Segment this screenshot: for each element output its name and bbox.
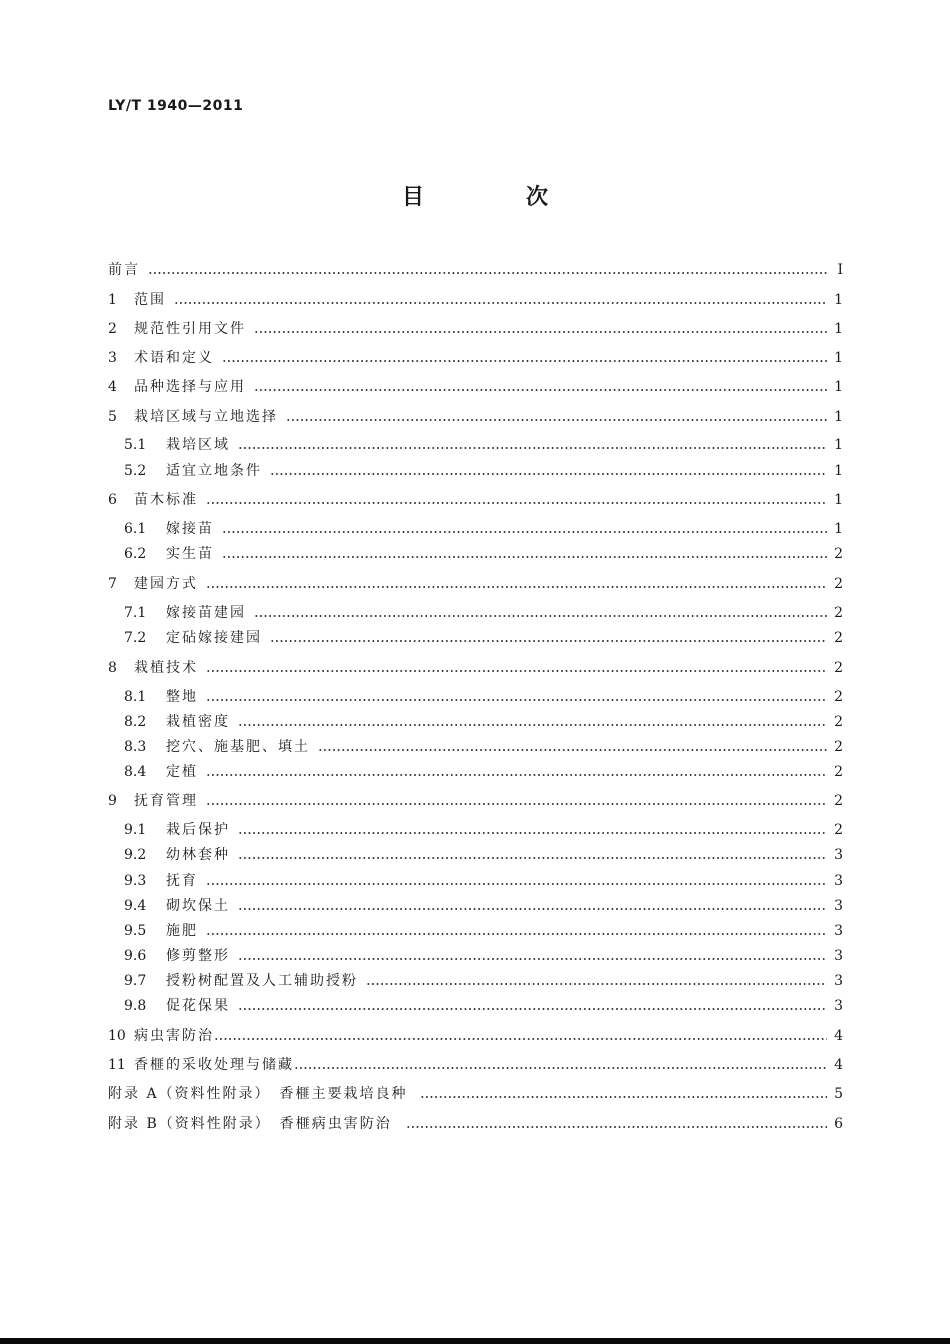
toc-entry-9-3[interactable] [124, 871, 843, 891]
toc-label: 定砧嫁接建园 [166, 630, 262, 646]
toc-number: 9.1 [124, 822, 147, 838]
toc-label: 附录 B（资料性附录） 香榧病虫害防治 [108, 1116, 392, 1132]
bottom-rule [0, 1338, 950, 1344]
toc-entry-appendix-a[interactable] [108, 1084, 843, 1104]
toc-number: 6.2 [124, 546, 147, 562]
dot-leader [238, 435, 827, 455]
toc-page: 1 [834, 409, 843, 425]
toc-page: 1 [834, 521, 843, 537]
toc-entry-8-4[interactable] [124, 762, 843, 782]
toc-page: 1 [834, 437, 843, 453]
toc-entry-9-6[interactable] [124, 946, 843, 966]
toc-page: 6 [834, 1116, 843, 1132]
dot-leader [254, 603, 827, 623]
toc-label: 抚育 [166, 873, 198, 889]
dot-leader [214, 1026, 827, 1046]
toc-number: 3 [108, 350, 117, 366]
toc-number: 9.3 [124, 873, 147, 889]
toc-page: Ⅰ [837, 262, 843, 278]
toc-label: 定植 [166, 764, 198, 780]
toc-label: 授粉树配置及人工辅助授粉 [166, 973, 358, 989]
toc-label: 苗木标准 [134, 492, 198, 508]
toc-number: 5 [108, 409, 117, 425]
toc-label: 规范性引用文件 [134, 321, 246, 337]
toc-number: 7.2 [124, 630, 147, 646]
dot-leader [222, 519, 827, 539]
toc-entry-5-1[interactable] [124, 435, 843, 455]
toc-page: 1 [834, 350, 843, 366]
dot-leader [318, 737, 827, 757]
toc-number: 8.3 [124, 739, 147, 755]
dot-leader [206, 658, 827, 678]
dot-leader [206, 871, 827, 891]
dot-leader [254, 319, 827, 339]
dot-leader [206, 791, 827, 811]
toc-page: 4 [834, 1057, 843, 1073]
toc-number: 7.1 [124, 605, 147, 621]
toc-entry-9-4[interactable] [124, 896, 843, 916]
toc-label: 范围 [134, 292, 166, 308]
dot-leader [206, 921, 827, 941]
dot-leader [148, 260, 827, 280]
toc-page: 2 [834, 576, 843, 592]
toc-page: 3 [834, 923, 843, 939]
toc-page: 3 [834, 873, 843, 889]
toc-entry-preface[interactable] [108, 260, 843, 280]
toc-number: 9.4 [124, 898, 147, 914]
toc-number: 9.6 [124, 948, 147, 964]
toc-entry-6-1[interactable] [124, 519, 843, 539]
toc-page: 3 [834, 948, 843, 964]
toc-label: 香榧的采收处理与储藏 [134, 1057, 294, 1073]
toc-number: 9.5 [124, 923, 147, 939]
toc-label: 修剪整形 [166, 948, 230, 964]
toc-page: 1 [834, 292, 843, 308]
toc-number: 8 [108, 660, 117, 676]
toc-entry-9-5[interactable] [124, 921, 843, 941]
dot-leader [294, 1055, 827, 1075]
toc-page: 1 [834, 492, 843, 508]
toc-label: 幼林套种 [166, 847, 230, 863]
toc-number: 8.1 [124, 689, 147, 705]
dot-leader [206, 574, 827, 594]
dot-leader [206, 687, 827, 707]
toc-label: 抚育管理 [134, 793, 198, 809]
toc-number: 8.2 [124, 714, 147, 730]
toc-entry-8[interactable] [108, 658, 843, 678]
toc-entry-7[interactable] [108, 574, 843, 594]
toc-entry-7-1[interactable] [124, 603, 843, 623]
toc-page: 4 [834, 1028, 843, 1044]
toc-page: 1 [834, 463, 843, 479]
toc-label: 栽培区域与立地选择 [134, 409, 278, 425]
dot-leader [406, 1114, 827, 1134]
toc-page: 3 [834, 973, 843, 989]
toc-label: 前言 [108, 262, 140, 278]
toc-page: 2 [834, 793, 843, 809]
toc-label: 栽后保护 [166, 822, 230, 838]
toc-label: 嫁接苗 [166, 521, 214, 537]
toc-entry-9[interactable] [108, 791, 843, 811]
toc-number: 6.1 [124, 521, 147, 537]
toc-number: 9.7 [124, 973, 147, 989]
toc-page: 3 [834, 847, 843, 863]
toc-entry-9-1[interactable] [124, 820, 843, 840]
standard-code: LY/T 1940—2011 [108, 98, 244, 114]
toc-number: 7 [108, 576, 117, 592]
toc-entry-8-3[interactable] [124, 737, 843, 757]
toc-label: 整地 [166, 689, 198, 705]
toc-page: 2 [834, 605, 843, 621]
toc-number: 11 [108, 1057, 126, 1073]
page-title: 目 次 [401, 185, 588, 210]
toc-label: 实生苗 [166, 546, 214, 562]
toc-entry-6-2[interactable] [124, 544, 843, 564]
toc-number: 1 [108, 292, 117, 308]
toc-page: 1 [834, 379, 843, 395]
toc-entry-8-2[interactable] [124, 712, 843, 732]
toc-number: 5.1 [124, 437, 147, 453]
toc-label: 建园方式 [134, 576, 198, 592]
toc-number: 9.8 [124, 998, 147, 1014]
toc-page: 2 [834, 630, 843, 646]
toc-entry-5[interactable] [108, 407, 843, 427]
toc-number: 2 [108, 321, 117, 337]
toc-entry-2[interactable] [108, 319, 843, 339]
dot-leader [238, 996, 827, 1016]
toc-label: 砌坎保土 [166, 898, 230, 914]
toc-label: 术语和定义 [134, 350, 214, 366]
toc-page: 2 [834, 689, 843, 705]
toc-page: 2 [834, 660, 843, 676]
toc-label: 施肥 [166, 923, 198, 939]
toc-entry-9-2[interactable] [124, 845, 843, 865]
dot-leader [174, 290, 827, 310]
toc-entry-11[interactable] [108, 1055, 843, 1075]
toc-entry-appendix-b[interactable] [108, 1114, 843, 1134]
toc-number: 8.4 [124, 764, 147, 780]
toc-entry-5-2[interactable] [124, 461, 843, 481]
toc-label: 栽植技术 [134, 660, 198, 676]
toc-page: 2 [834, 546, 843, 562]
toc-entry-10[interactable] [108, 1026, 843, 1046]
toc-page: 5 [834, 1086, 843, 1102]
toc-number: 4 [108, 379, 117, 395]
toc-entry-7-2[interactable] [124, 628, 843, 648]
dot-leader [238, 845, 827, 865]
dot-leader [420, 1084, 827, 1104]
dot-leader [222, 348, 827, 368]
dot-leader [366, 971, 827, 991]
toc-number: 5.2 [124, 463, 147, 479]
dot-leader [238, 946, 827, 966]
toc-page: 3 [834, 998, 843, 1014]
dot-leader [222, 544, 827, 564]
toc-page: 2 [834, 764, 843, 780]
dot-leader [206, 490, 827, 510]
dot-leader [254, 377, 827, 397]
dot-leader [270, 461, 827, 481]
toc-label: 附录 A（资料性附录） 香榧主要栽培良种 [108, 1086, 408, 1102]
dot-leader [286, 407, 827, 427]
toc-number: 9.2 [124, 847, 147, 863]
toc-number: 10 [108, 1028, 126, 1044]
dot-leader [238, 820, 827, 840]
toc-number: 6 [108, 492, 117, 508]
toc-entry-3[interactable] [108, 348, 843, 368]
toc-label: 栽植密度 [166, 714, 230, 730]
toc-label: 挖穴、施基肥、填土 [166, 739, 310, 755]
toc-entry-9-7[interactable] [124, 971, 843, 991]
toc-number: 9 [108, 793, 117, 809]
toc-entry-9-8[interactable] [124, 996, 843, 1016]
toc-entry-1[interactable] [108, 290, 843, 310]
toc-entry-4[interactable] [108, 377, 843, 397]
toc-label: 适宜立地条件 [166, 463, 262, 479]
toc-label: 病虫害防治 [134, 1028, 214, 1044]
toc-page: 2 [834, 822, 843, 838]
toc-label: 栽培区域 [166, 437, 230, 453]
dot-leader [270, 628, 827, 648]
toc-entry-6[interactable] [108, 490, 843, 510]
toc-page: 2 [834, 739, 843, 755]
toc-page: 3 [834, 898, 843, 914]
toc-page: 1 [834, 321, 843, 337]
dot-leader [238, 712, 827, 732]
dot-leader [238, 896, 827, 916]
toc-label: 品种选择与应用 [134, 379, 246, 395]
toc-page: 2 [834, 714, 843, 730]
toc-entry-8-1[interactable] [124, 687, 843, 707]
toc-label: 嫁接苗建园 [166, 605, 246, 621]
toc-label: 促花保果 [166, 998, 230, 1014]
dot-leader [206, 762, 827, 782]
